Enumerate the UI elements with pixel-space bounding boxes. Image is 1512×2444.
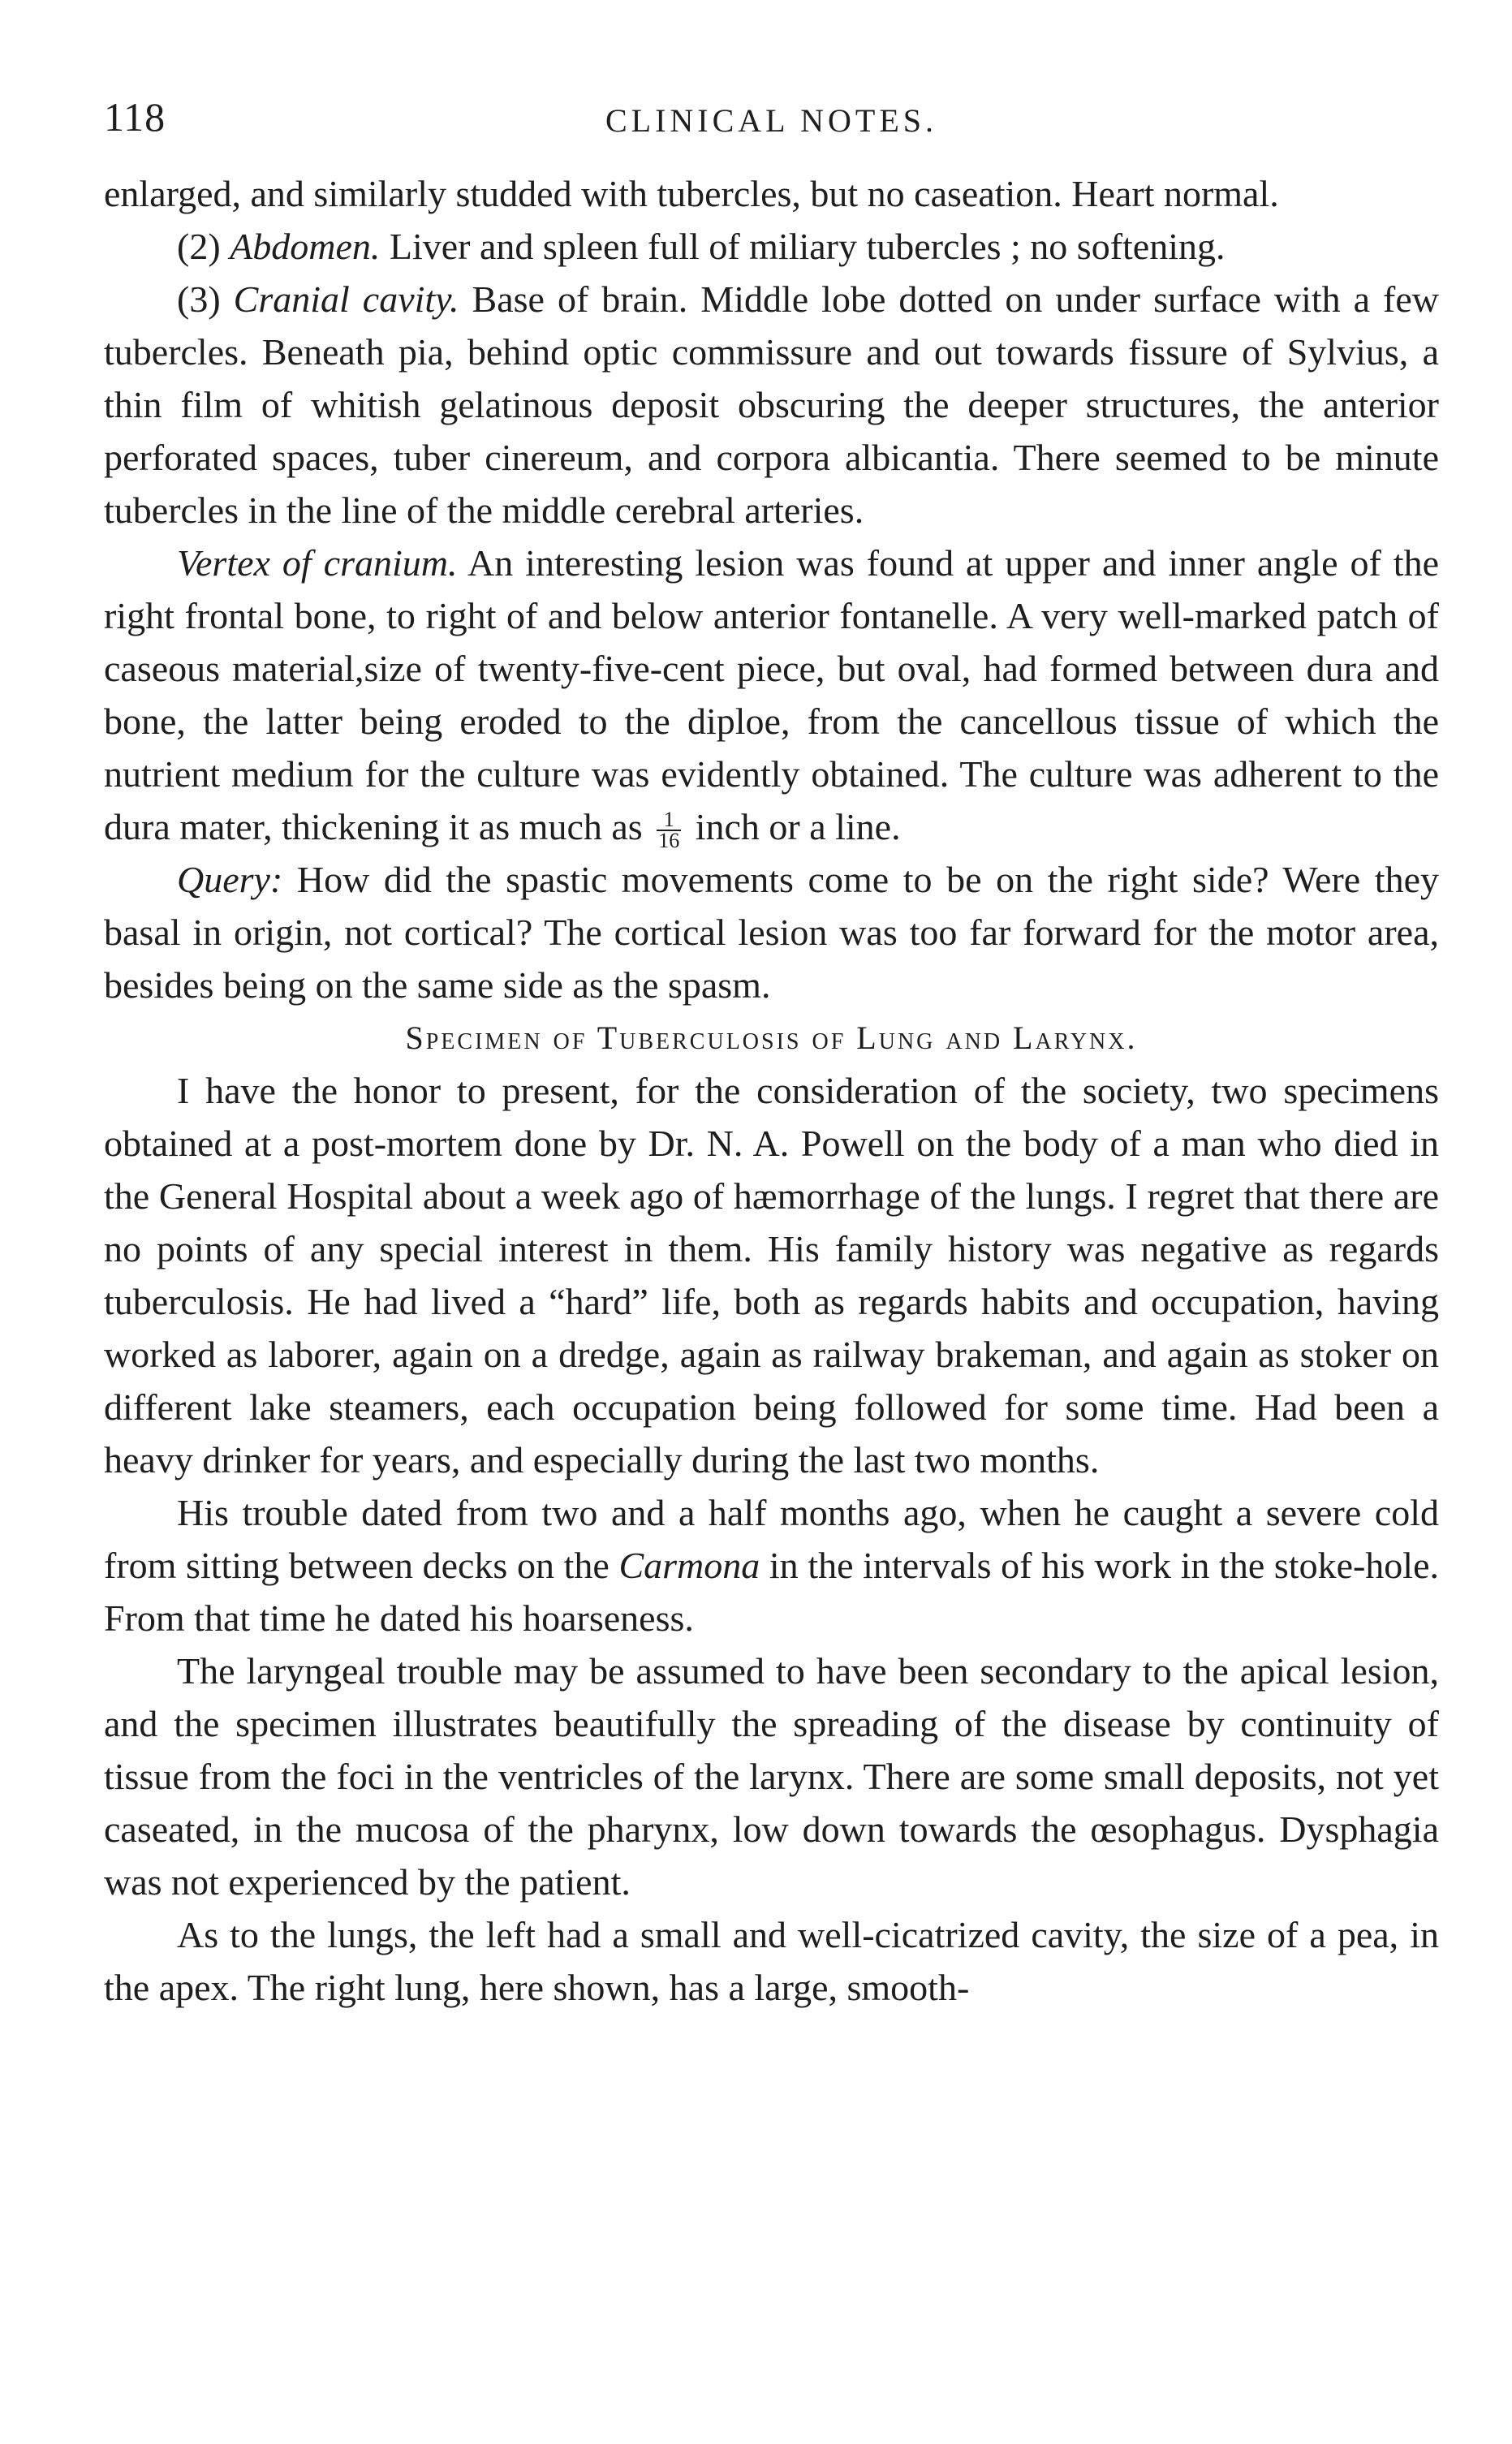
paragraph-cranial-cavity [104,273,1439,537]
paragraph-laryngeal [104,1644,1439,1908]
paragraph-text: The laryngeal trouble may be assumed to have been secondary to the apical lesion, and the specimen illustrates beautifully the spreading of the disease by continuity of tissue from the foci in the ventricles of the larynx. There are some small deposits, not yet caseated, in the mucosa of the pharynx, low down towards the œsophagus. Dysphagia was not experienced by the patient. [104,1650,1439,1903]
section-heading: Specimen of Tuberculosis of Lung and Larynx. [405,1019,1138,1056]
lead-term: Query: [177,859,283,900]
paragraph-text: enlarged, and similarly studded with tubercles, but no caseation. Heart normal. [104,173,1279,214]
paragraph-text: His trouble dated from two and a half months ago, when he caught a severe cold from sitting between decks on the [104,1492,1439,1586]
page-header [104,91,1439,144]
paragraph-lungs [104,1908,1439,2014]
paragraph-text: As to the lungs, the left had a small and well-cicatrized cavity, the size of a pea, in the apex. The right lung, here shown, has a large, smooth- [104,1914,1439,2008]
lead-term: Vertex of cranium. [177,542,458,584]
page-number: 118 [104,94,166,140]
paragraph-text: Liver and spleen full of miliary tubercles ; no softening. [380,226,1226,267]
item-number: (3) [177,278,234,320]
lead-term: Abdomen. [230,226,381,267]
paragraph-trouble [104,1486,1439,1644]
fraction-denominator: 16 [658,829,680,853]
paragraph-text: I have the honor to present, for the consideration of the society, two specimens obtained at a post-mortem done by Dr. N. A. Powell on the body of a man who died in the General Hospital about a week ago of hæmorrhage of the lungs. I regret that there are no points of any special interest in them. His family history was negative as regards tuberculosis. He had lived a “hard” life, both as regards habits and occupation, having worked as laborer, again on a dredge, again as railway brakeman, and again as stoker on different lake steamers, each occupation being followed for some time. Had been a heavy drinker for years, and especially during the last two months. [104,1070,1439,1481]
fraction-numerator: 1 [657,810,681,831]
fraction [657,810,681,851]
lead-term: Cranial cavity. [233,278,459,320]
paragraph-query [104,853,1439,1011]
paragraph-text: An interesting lesion was found at upper and inner angle of the right frontal bone, to right of and below anterior fontanelle. A very well-marked patch of caseous material,size of twenty-five-cent piece, but oval, had formed between dura and bone, the latter being eroded to the diploe, from the cancellous tissue of which the nutrient medium for the culture was evidently obtained. The culture was adherent to the dura mater, thickening it as much as [104,542,1439,847]
paragraph-heart [104,167,1439,220]
paragraph-specimen-intro [104,1064,1439,1486]
paragraph-text: How did the spastic movements come to be on the right side? Were they basal in origin, not cortical? The cortical lesion was too far forward for the motor area, besides being on the same side as the spasm. [104,859,1439,1006]
paragraph-abdomen [104,220,1439,273]
paragraph-vertex [104,537,1439,853]
running-head: CLINICAL NOTES. [605,102,938,139]
paragraph-text: Base of brain. Middle lobe dotted on under surface with a few tubercles. Beneath pia, behind optic commissure and out towards fissure of Sylvius, a thin film of whitish gelatinous deposit obscuring the deeper structures, the anterior perforated spaces, tuber cinereum, and corpora albicantia. There seemed to be minute tubercles in the line of the middle cerebral arteries. [104,278,1440,531]
ship-name: Carmona [618,1545,760,1586]
paragraph-text-end: in the intervals of his work in the stoke-hole. From that time he dated his hoarseness. [104,1545,1439,1639]
item-number: (2) [177,226,230,267]
paragraph-text-end: inch or a line. [686,806,901,847]
